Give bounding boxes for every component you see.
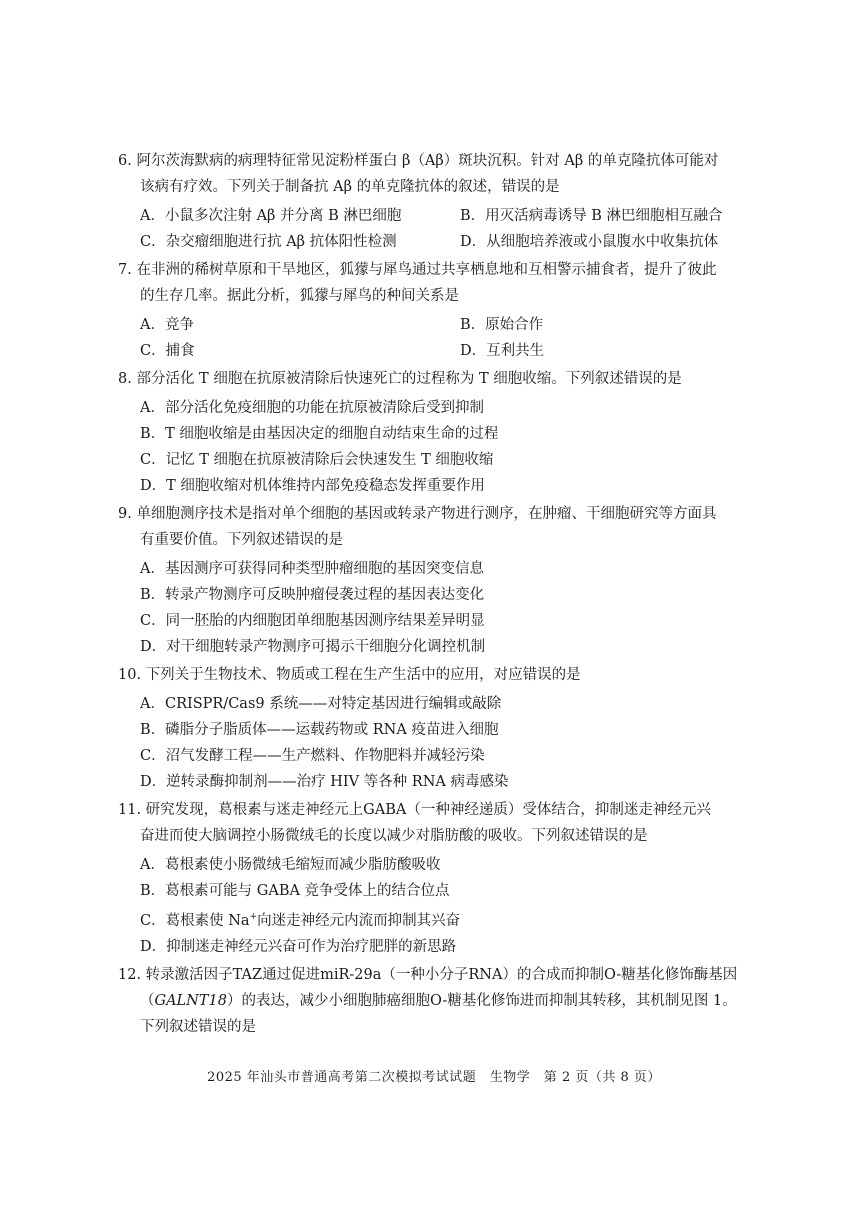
- options: [140, 556, 758, 660]
- option-a: A．葛根素使小肠微绒毛缩短而减少脂肪酸吸收: [140, 857, 441, 873]
- option-d: D．逆转录酶抑制剂——治疗 HIV 等各种 RNA 病毒感染: [140, 774, 509, 790]
- option-a: A．竞争: [140, 317, 194, 333]
- stem-line: 的生存几率。据此分析，狐獴与犀鸟的种间关系是: [140, 288, 459, 304]
- stem-line: 10. 下列关于生物技术、物质或工程在生产生活中的应用，对应错误的是: [118, 667, 581, 683]
- option-c: C．捕食: [140, 343, 195, 359]
- gene-name: GALNT18: [154, 992, 227, 1009]
- options: [140, 691, 758, 795]
- options: [140, 312, 758, 364]
- question-stem: [118, 148, 758, 200]
- option-a: A．CRISPR/Cas9 系统——对特定基因进行编辑或敲除: [140, 696, 502, 712]
- option-c-tail: 向迷走神经元内流而抑制其兴奋: [257, 912, 461, 929]
- question-7: [118, 257, 758, 364]
- paren-open: （: [140, 992, 155, 1009]
- option-c: C．记忆 T 细胞在抗原被清除后会快速发生 T 细胞收缩: [140, 452, 494, 468]
- stem-line: 11. 研究发现，葛根素与迷走神经元上GABA（一种神经递质）受体结合，抑制迷走神经元兴: [118, 802, 711, 818]
- stem-line: 有重要价值。下列叙述错误的是: [140, 532, 343, 548]
- option-a: A．部分活化免疫细胞的功能在抗原被清除后受到抑制: [140, 400, 484, 416]
- option-a: A．基因测序可获得同种类型肿瘤细胞的基因突变信息: [140, 561, 484, 577]
- option-b: B．用灭活病毒诱导 B 淋巴细胞相互融合: [460, 208, 723, 224]
- option-b: B．原始合作: [460, 317, 544, 333]
- option-d: D．从细胞培养液或小鼠腹水中收集抗体: [460, 234, 719, 250]
- option-c: C．沼气发酵工程——生产燃料、作物肥料并减轻污染: [140, 748, 485, 764]
- option-b: B．T 细胞收缩是由基因决定的细胞自动结束生命的过程: [140, 426, 499, 442]
- question-12: [118, 962, 758, 1040]
- page-footer: 2025 年汕头市普通高考第二次模拟考试试题 生物学 第 2 页（共 8 页）: [207, 1070, 661, 1085]
- stem-line: 该病有疗效。下列关于制备抗 Aβ 的单克隆抗体的叙述，错误的是: [140, 179, 560, 195]
- option-c: C．同一胚胎的内细胞团单细胞基因测序结果差异明显: [140, 613, 485, 629]
- option-b: B．转录产物测序可反映肿瘤侵袭过程的基因表达变化: [140, 587, 485, 603]
- option-c: [140, 904, 758, 934]
- stem-line: 7. 在非洲的稀树草原和干旱地区，狐獴与犀鸟通过共享栖息地和互相警示捕食者，提升了彼此: [118, 262, 717, 278]
- question-8: [118, 366, 758, 499]
- option-d: D．抑制迷走神经元兴奋可作为治疗肥胖的新思路: [140, 938, 457, 955]
- question-6: [118, 148, 758, 255]
- question-9: [118, 501, 758, 660]
- stem-line: 12. 转录激活因子TAZ通过促进miR-29a（一种小分子RNA）的合成而抑制O-糖基化修饰酶基因: [118, 966, 738, 983]
- question-stem: [118, 962, 758, 1040]
- options: [140, 395, 758, 499]
- stem-line-rest: ）的表达，减少小细胞肺癌细胞O-糖基化修饰进而抑制其转移，其机制见图 1。: [227, 992, 737, 1009]
- stem-line: 奋进而使大脑调控小肠微绒毛的长度以减少对脂肪酸的吸收。下列叙述错误的是: [140, 828, 648, 844]
- question-stem: [118, 501, 758, 553]
- question-10: [118, 662, 758, 795]
- question-stem: [118, 366, 758, 392]
- option-c-head: C．葛根素使 Na: [140, 912, 250, 929]
- option-c: C．杂交瘤细胞进行抗 Aβ 抗体阳性检测: [140, 234, 397, 250]
- option-d: D．对干细胞转录产物测序可揭示干细胞分化调控机制: [140, 639, 486, 655]
- question-list: [118, 148, 758, 1042]
- option-d: D．T 细胞收缩对机体维持内部免疫稳态发挥重要作用: [140, 478, 485, 494]
- superscript-plus: +: [249, 912, 258, 922]
- options: [140, 203, 758, 255]
- stem-line: 下列叙述错误的是: [140, 1018, 256, 1035]
- stem-line: 9. 单细胞测序技术是指对单个细胞的基因或转录产物进行测序，在肿瘤、干细胞研究等方面具: [118, 506, 717, 522]
- question-stem: [118, 797, 758, 849]
- options: [140, 852, 758, 960]
- option-b: B．葛根素可能与 GABA 竞争受体上的结合位点: [140, 883, 450, 899]
- option-d: D．互利共生: [460, 343, 545, 359]
- option-b: B．磷脂分子脂质体——运载药物或 RNA 疫苗进入细胞: [140, 722, 499, 738]
- stem-line: [118, 988, 758, 1014]
- question-stem: [118, 257, 758, 309]
- question-stem: [118, 662, 758, 688]
- question-11: [118, 797, 758, 960]
- stem-line: 6. 阿尔茨海默病的病理特征常见淀粉样蛋白 β（Aβ）斑块沉积。针对 Aβ 的单克隆抗体可能对: [118, 153, 719, 169]
- stem-line: 8. 部分活化 T 细胞在抗原被清除后快速死亡的过程称为 T 细胞收缩。下列叙述错误的是: [118, 371, 682, 387]
- option-a: A．小鼠多次注射 Aβ 并分离 B 淋巴细胞: [140, 208, 402, 224]
